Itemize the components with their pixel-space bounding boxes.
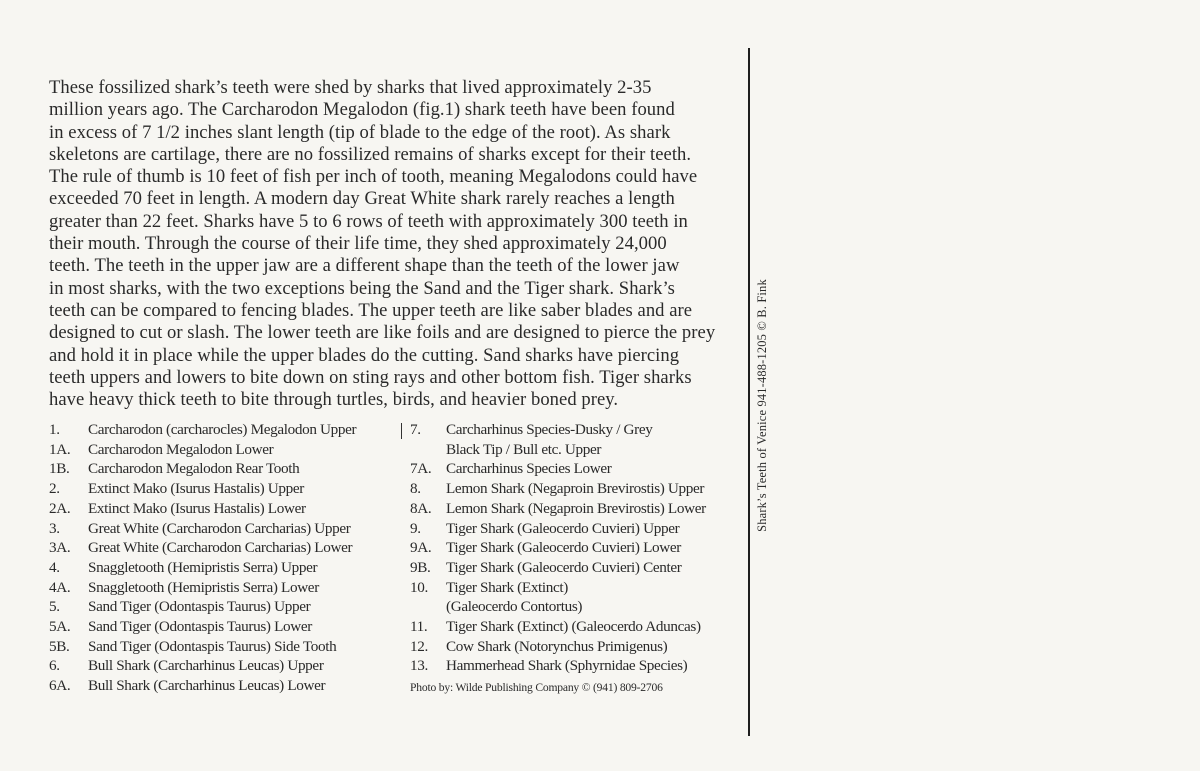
legend-label: Tiger Shark (Galeocerdo Cuvieri) Upper	[446, 519, 680, 537]
legend-label: Carcharodon (carcharocles) Megalodon Upper	[88, 421, 357, 438]
legend-item	[49, 420, 399, 440]
legend-item	[49, 617, 399, 637]
legend-label: Sand Tiger (Odontaspis Taurus) Upper	[88, 598, 311, 616]
legend-item	[410, 459, 746, 479]
description-line: exceeded 70 feet in length. A modern day Great White shark rarely reaches a length	[49, 188, 675, 210]
legend-label: Bull Shark (Carcharhinus Leucas) Upper	[88, 657, 324, 675]
legend-number: 4.	[49, 558, 60, 576]
legend-label: Tiger Shark (Extinct)	[446, 578, 569, 596]
legend-label: Cow Shark (Notorynchus Primigenus)	[446, 637, 668, 655]
legend-number: 7A.	[410, 460, 432, 478]
legend-number: 4A.	[49, 578, 71, 596]
description-paragraph	[49, 77, 749, 411]
legend-number: 1.	[49, 421, 60, 438]
description-line: have heavy thick teeth to bite through turtles, birds, and heavier boned prey.	[49, 389, 619, 411]
legend-label: Lemon Shark (Negaproin Brevirostis) Lower	[446, 499, 706, 517]
legend-label: Great White (Carcharodon Carcharias) Upper	[88, 519, 351, 537]
legend-item	[49, 676, 399, 696]
legend-label: Bull Shark (Carcharhinus Leucas) Lower	[88, 677, 326, 695]
legend-item	[49, 578, 399, 598]
legend-item	[410, 578, 746, 598]
legend-label: Sand Tiger (Odontaspis Taurus) Side Tooth	[88, 637, 337, 655]
description-line: their mouth. Through the course of their life time, they shed approximately 24,000	[49, 233, 667, 255]
legend-item	[410, 617, 746, 637]
legend-label: Great White (Carcharodon Carcharias) Lower	[88, 539, 353, 557]
legend-number: 5A.	[49, 618, 71, 636]
legend-number: 9A.	[410, 539, 432, 557]
legend-item	[410, 637, 746, 657]
legend-label: Carcharodon Megalodon Lower	[88, 440, 274, 458]
legend-item	[49, 519, 399, 539]
description-line: million years ago. The Carcharodon Megalodon (fig.1) shark teeth have been found	[49, 99, 675, 121]
legend-label-continuation: Black Tip / Bull etc. Upper	[446, 440, 602, 458]
legend-item	[410, 519, 746, 539]
side-credit-wrapper	[755, 258, 769, 553]
legend-number: 11.	[410, 618, 428, 636]
photo-credit: Photo by: Wilde Publishing Company © (941) 809-2706	[410, 681, 663, 695]
legend-number: 9B.	[410, 558, 431, 576]
column-divider	[401, 423, 402, 439]
legend-label: Lemon Shark (Negaproin Brevirostis) Upper	[446, 480, 705, 498]
description-line: in excess of 7 1/2 inches slant length (tip of blade to the edge of the root). As shark	[49, 121, 671, 143]
legend-number: 5.	[49, 598, 60, 616]
legend-number: 10.	[410, 578, 428, 596]
legend-label: Snaggletooth (Hemipristis Serra) Lower	[88, 578, 319, 596]
legend-number: 12.	[410, 637, 428, 655]
legend-label: Extinct Mako (Isurus Hastalis) Upper	[88, 480, 305, 498]
legend-right-column	[410, 420, 746, 698]
legend-label: Carcharhinus Species Lower	[446, 460, 612, 478]
description-line: and hold it in place while the upper blades do the cutting. Sand sharks have piercing	[49, 344, 680, 366]
description-line: greater than 22 feet. Sharks have 5 to 6 rows of teeth with approximately 300 teeth in	[49, 210, 688, 232]
legend-number: 1B.	[49, 460, 70, 478]
legend-label: Tiger Shark (Galeocerdo Cuvieri) Lower	[446, 539, 681, 557]
legend-number: 2.	[49, 480, 60, 498]
description-line: skeletons are cartilage, there are no fossilized remains of sharks except for their teeth.	[49, 143, 692, 165]
legend-number: 8.	[410, 480, 421, 498]
legend-number: 13.	[410, 657, 428, 675]
description-line: teeth uppers and lowers to bite down on sting rays and other bottom fish. Tiger sharks	[49, 366, 692, 388]
legend-number: 5B.	[49, 637, 70, 655]
legend-item	[49, 479, 399, 499]
description-line: teeth. The teeth in the upper jaw are a different shape than the teeth of the lower jaw	[49, 255, 680, 277]
description-line: The rule of thumb is 10 feet of fish per inch of tooth, meaning Megalodons could have	[49, 166, 698, 188]
legend-number: 6A.	[49, 677, 71, 695]
description-line: These fossilized shark’s teeth were shed by sharks that lived approximately 2-35	[49, 77, 652, 98]
legend-label: Extinct Mako (Isurus Hastalis) Lower	[88, 499, 306, 517]
legend-item	[49, 440, 399, 460]
legend-item	[49, 656, 399, 676]
legend-label: Snaggletooth (Hemipristis Serra) Upper	[88, 558, 318, 576]
legend-item	[49, 558, 399, 578]
legend-item	[410, 656, 746, 676]
legend-label-continuation: (Galeocerdo Contortus)	[446, 598, 583, 616]
description-line: designed to cut or slash. The lower teeth are like foils and are designed to pierce the prey	[49, 322, 716, 344]
postcard-divider-line	[748, 48, 750, 736]
legend-number: 8A.	[410, 499, 432, 517]
legend-left-column	[49, 420, 399, 696]
legend-item	[49, 459, 399, 479]
legend-label: Tiger Shark (Galeocerdo Cuvieri) Center	[446, 558, 682, 576]
legend-number: 3A.	[49, 539, 71, 557]
description-line: teeth can be compared to fencing blades. The upper teeth are like saber blades and are	[49, 299, 693, 321]
legend-number: 1A.	[49, 440, 71, 458]
legend-number: 9.	[410, 519, 421, 537]
legend-item	[410, 538, 746, 558]
legend-item	[49, 499, 399, 519]
side-credit: Shark’s Teeth of Venice 941-488-1205 © B. Fink	[755, 279, 769, 532]
legend-label: Sand Tiger (Odontaspis Taurus) Lower	[88, 618, 312, 636]
legend-item	[49, 538, 399, 558]
description-line: in most sharks, with the two exceptions being the Sand and the Tiger shark. Shark’s	[49, 277, 675, 299]
legend-label: Hammerhead Shark (Sphyrnidae Species)	[446, 657, 688, 675]
legend-label: Tiger Shark (Extinct) (Galeocerdo Aduncas)	[446, 618, 701, 636]
legend-item	[410, 499, 746, 519]
legend-item	[49, 637, 399, 657]
legend-number: 6.	[49, 657, 60, 675]
legend-item	[410, 479, 746, 499]
legend-item	[49, 597, 399, 617]
legend-number: 2A.	[49, 499, 71, 517]
legend-number: 7.	[410, 421, 421, 438]
legend-number: 3.	[49, 519, 60, 537]
legend-label: Carcharhinus Species-Dusky / Grey	[446, 421, 653, 438]
legend-item	[410, 420, 746, 440]
legend-item	[410, 558, 746, 578]
legend-label: Carcharodon Megalodon Rear Tooth	[88, 460, 300, 478]
